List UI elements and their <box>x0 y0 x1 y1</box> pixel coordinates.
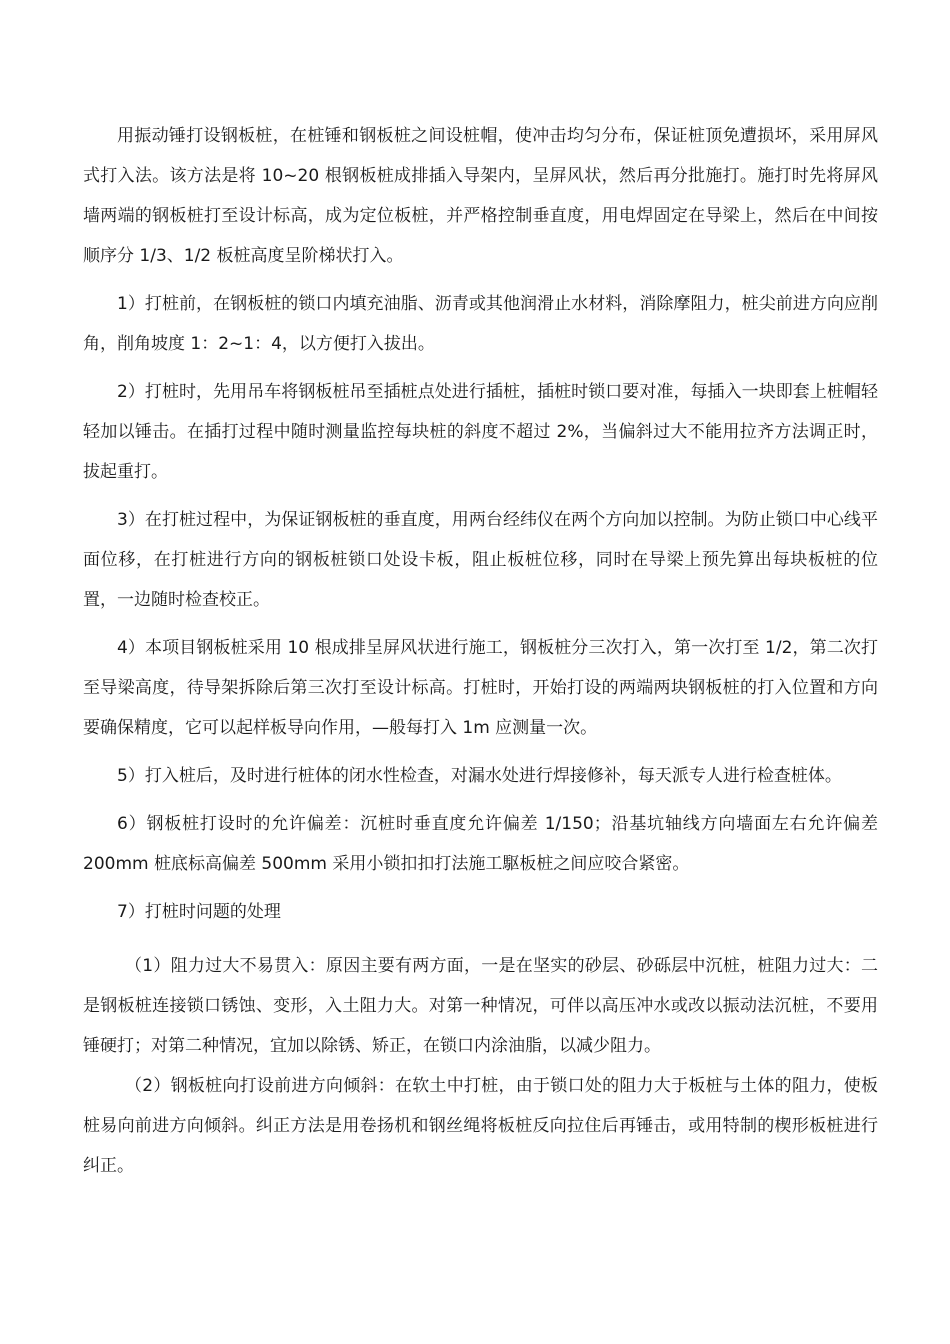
document-body <box>83 116 878 1186</box>
paragraph-item-6: 6）钢板桩打设时的允许偏差：沉桩时垂直度允许偏差 1/150；沿基坑轴线方向墙面左右允许偏差 200mm 桩底标高偏差 500mm 采用小锁扣扣打法施工駆板桩之间应咬合紧密。 <box>83 814 878 874</box>
paragraph-item-4: 4）本项目钢板桩采用 10 根成排呈屏风状进行施工，钢板桩分三次打入，第一次打至 1/2，第二次打至导梁高度，待导架拆除后第三次打至设计标高。打桩时，开始打设的两端两块钢板桩的打入位置和方向要确保精度，它可以起样板导向作用，—般每打入 1m 应测量一次。 <box>83 638 878 738</box>
paragraph-item-5: 5）打入桩后，及时进行桩体的闭水性检查，对漏水处进行焊接修补，每天派专人进行检查桩体。 <box>117 766 842 786</box>
paragraph-subitem-1: （1）阻力过大不易贯入：原因主要有两方面，一是在坚实的砂层、砂砾层中沉桩，桩阻力过大：二是钢板桩连接锁口锈蚀、变形，入土阻力大。对第一种情况，可伴以高压冲水或改以振动法沉桩，不要用锤硬打；对第二种情况，宜加以除锈、矫正，在锁口内涂油脂，以减少阻力。 <box>83 956 878 1056</box>
paragraph-subitem-2: （2）钢板桩向打设前进方向倾斜：在软土中打桩，由于锁口处的阻力大于板桩与土体的阻力，使板桩易向前进方向倾斜。纠正方法是用卷扬机和钢丝绳将板桩反向拉住后再锤击，或用特制的楔形板桩进行纠正。 <box>83 1076 878 1176</box>
paragraph-item-3: 3）在打桩过程中，为保证钢板桩的垂直度，用两台经纬仪在两个方向加以控制。为防止锁口中心线平面位移，在打桩进行方向的钢板桩锁口处设卡板，阻止板桩位移，同时在导梁上预先算出每块板桩的位置，一边随时检查校正。 <box>83 510 878 610</box>
paragraph-item-2: 2）打桩时，先用吊车将钢板桩吊至插桩点处进行插桩，插桩时锁口要对准，每插入一块即套上桩帽轻轻加以锤击。在插打过程中随时测量监控每块桩的斜度不超过 2%，当偏斜过大不能用拉齐方法调正时，拔起重打。 <box>83 382 878 482</box>
paragraph-item-7-heading: 7）打桩时问题的处理 <box>117 902 281 922</box>
paragraph-item-1: 1）打桩前，在钢板桩的锁口内填充油脂、沥青或其他润滑止水材料，消除摩阻力，桩尖前进方向应削角，削角坡度 1：2~1：4，以方便打入拔出。 <box>83 294 878 354</box>
paragraph-intro: 用振动锤打设钢板桩，在桩锤和钢板桩之间设桩帽，使冲击均匀分布，保证桩顶免遭损坏，采用屏风式打入法。该方法是将 10~20 根钢板桩成排插入导架内，呈屏风状，然后再分批施打。施打时先将屏风墙两端的钢板桩打至设计标高，成为定位板桩，并严格控制垂直度，用电焊固定在导梁上，然后在中间按顺序分 1/3、1/2 板桩高度呈阶梯状打入。 <box>83 126 878 266</box>
